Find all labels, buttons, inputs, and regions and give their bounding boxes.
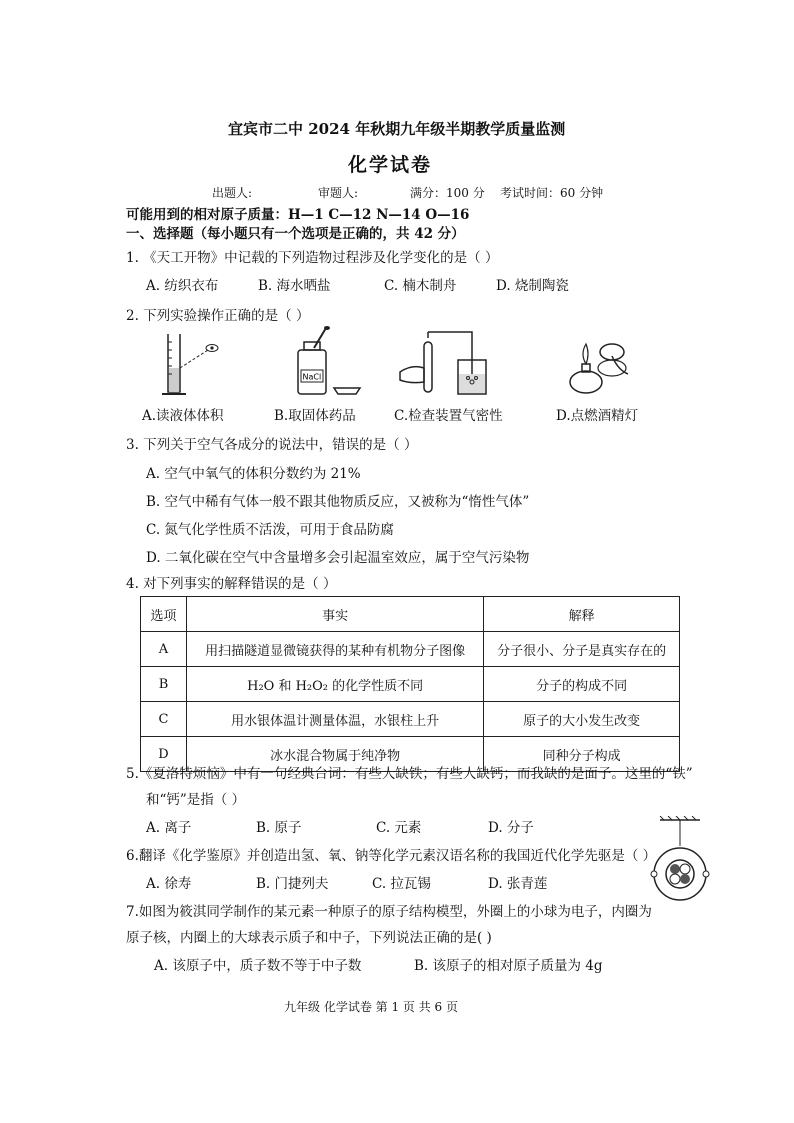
facts-table xyxy=(140,596,680,772)
q6-option-b: B. 门捷列夫 xyxy=(256,876,329,892)
question-7-stem-line1: 7.如图为筱淇同学制作的某元素一种原子的原子结构模型，外圈上的小球为电子，内圈为 xyxy=(126,904,652,920)
row-d-explanation: 同种分子构成 xyxy=(484,737,680,772)
row-a-option: A xyxy=(141,632,187,667)
full-score: 满分：100 分 xyxy=(410,186,485,200)
question-7-stem-line2: 原子核，内圈上的大球表示质子和中子，下列说法正确的是( ) xyxy=(126,930,492,946)
nacl-label: NaCl xyxy=(302,372,322,382)
header-explanation: 解释 xyxy=(484,597,680,632)
q3-option-c: C. 氮气化学性质不活泼，可用于食品防腐 xyxy=(146,522,394,538)
section-heading: 一、选择题（每小题只有一个选项是正确的，共 42 分） xyxy=(126,226,465,242)
q6-option-c: C. 拉瓦锡 xyxy=(372,876,431,892)
row-b-explanation: 分子的构成不同 xyxy=(484,667,680,702)
row-c-fact: 用水银体温计测量体温，水银柱上升 xyxy=(186,702,483,737)
table-row xyxy=(141,632,680,667)
exam-title: 宜宾市二中 2024 年秋期九年级半期教学质量监测 xyxy=(228,120,566,138)
q2-option-b: B.取固体药品 xyxy=(274,408,356,424)
graduated-cylinder-figure xyxy=(150,328,230,400)
q1-option-b: B. 海水晒盐 xyxy=(258,278,331,294)
question-5-stem-line2: 和“钙”是指（ ） xyxy=(146,792,246,808)
reviewer-label: 审题人: xyxy=(318,186,359,200)
table-row xyxy=(141,667,680,702)
q2-option-d: D.点燃酒精灯 xyxy=(556,408,639,424)
q5-option-a: A. 离子 xyxy=(146,820,192,836)
page-footer: 九年级 化学试卷 第 1 页 共 6 页 xyxy=(284,1000,458,1014)
q1-option-d: D. 烧制陶瓷 xyxy=(496,278,569,294)
header-fact: 事实 xyxy=(186,597,483,632)
row-c-explanation: 原子的大小发生改变 xyxy=(484,702,680,737)
question-4-stem: 4. 对下列事实的解释错误的是（ ） xyxy=(126,576,337,592)
row-a-explanation: 分子很小、分子是真实存在的 xyxy=(484,632,680,667)
q2-option-c: C.检查装置气密性 xyxy=(394,408,503,424)
q3-option-a: A. 空气中氧气的体积分数约为 21% xyxy=(146,466,361,482)
table-row xyxy=(141,702,680,737)
author-label: 出题人: xyxy=(212,186,253,200)
q2-option-a: A.读液体体积 xyxy=(142,408,224,424)
q7-option-b: B. 该原子的相对原子质量为 4g xyxy=(414,958,603,974)
table-header-row xyxy=(141,597,680,632)
row-d-fact: 冰水混合物属于纯净物 xyxy=(186,737,483,772)
row-a-fact: 用扫描隧道显微镜获得的某种有机物分子图像 xyxy=(186,632,483,667)
reagent-bottle-figure xyxy=(290,326,370,400)
q5-option-b: B. 原子 xyxy=(256,820,302,836)
q3-option-b: B. 空气中稀有气体一般不跟其他物质反应，又被称为“惰性气体” xyxy=(146,494,530,510)
q6-option-a: A. 徐寿 xyxy=(146,876,192,892)
question-5-stem-line1: 5.《夏洛特烦恼》中有一句经典台词：有些人缺铁；有些人缺钙；而我缺的是面子。这里的“铁” xyxy=(126,766,693,782)
q5-option-c: C. 元素 xyxy=(376,820,422,836)
question-2-stem: 2. 下列实验操作正确的是（ ） xyxy=(126,308,310,324)
row-b-fact: H₂O 和 H₂O₂ 的化学性质不同 xyxy=(186,667,483,702)
q3-option-d: D. 二氧化碳在空气中含量增多会引起温室效应，属于空气污染物 xyxy=(146,550,530,566)
question-1-stem: 1. 《天工开物》中记载的下列造物过程涉及化学变化的是（ ） xyxy=(126,250,499,266)
row-d-option: D xyxy=(141,737,187,772)
q1-option-c: C. 楠木制舟 xyxy=(384,278,457,294)
q5-option-d: D. 分子 xyxy=(488,820,534,836)
exam-subtitle: 化学试卷 xyxy=(348,154,433,176)
q7-option-a: A. 该原子中，质子数不等于中子数 xyxy=(154,958,362,974)
row-b-option: B xyxy=(141,667,187,702)
airtightness-figure xyxy=(394,326,494,402)
q6-option-d: D. 张青莲 xyxy=(488,876,548,892)
question-3-stem: 3. 下列关于空气各成分的说法中，错误的是（ ） xyxy=(126,437,418,453)
q1-option-a: A. 纺织衣布 xyxy=(146,278,219,294)
question-6-stem: 6.翻译《化学鉴原》并创造出氢、氧、钠等化学元素汉语名称的我国近代化学先驱是（ ） xyxy=(126,848,657,864)
row-c-option: C xyxy=(141,702,187,737)
exam-time: 考试时间：60 分钟 xyxy=(500,186,604,200)
alcohol-lamp-figure xyxy=(556,326,636,400)
header-option: 选项 xyxy=(141,597,187,632)
atomic-mass-line: 可能用到的相对原子质量：H—1 C—12 N—14 O—16 xyxy=(126,207,470,223)
atom-model-figure xyxy=(650,816,710,906)
